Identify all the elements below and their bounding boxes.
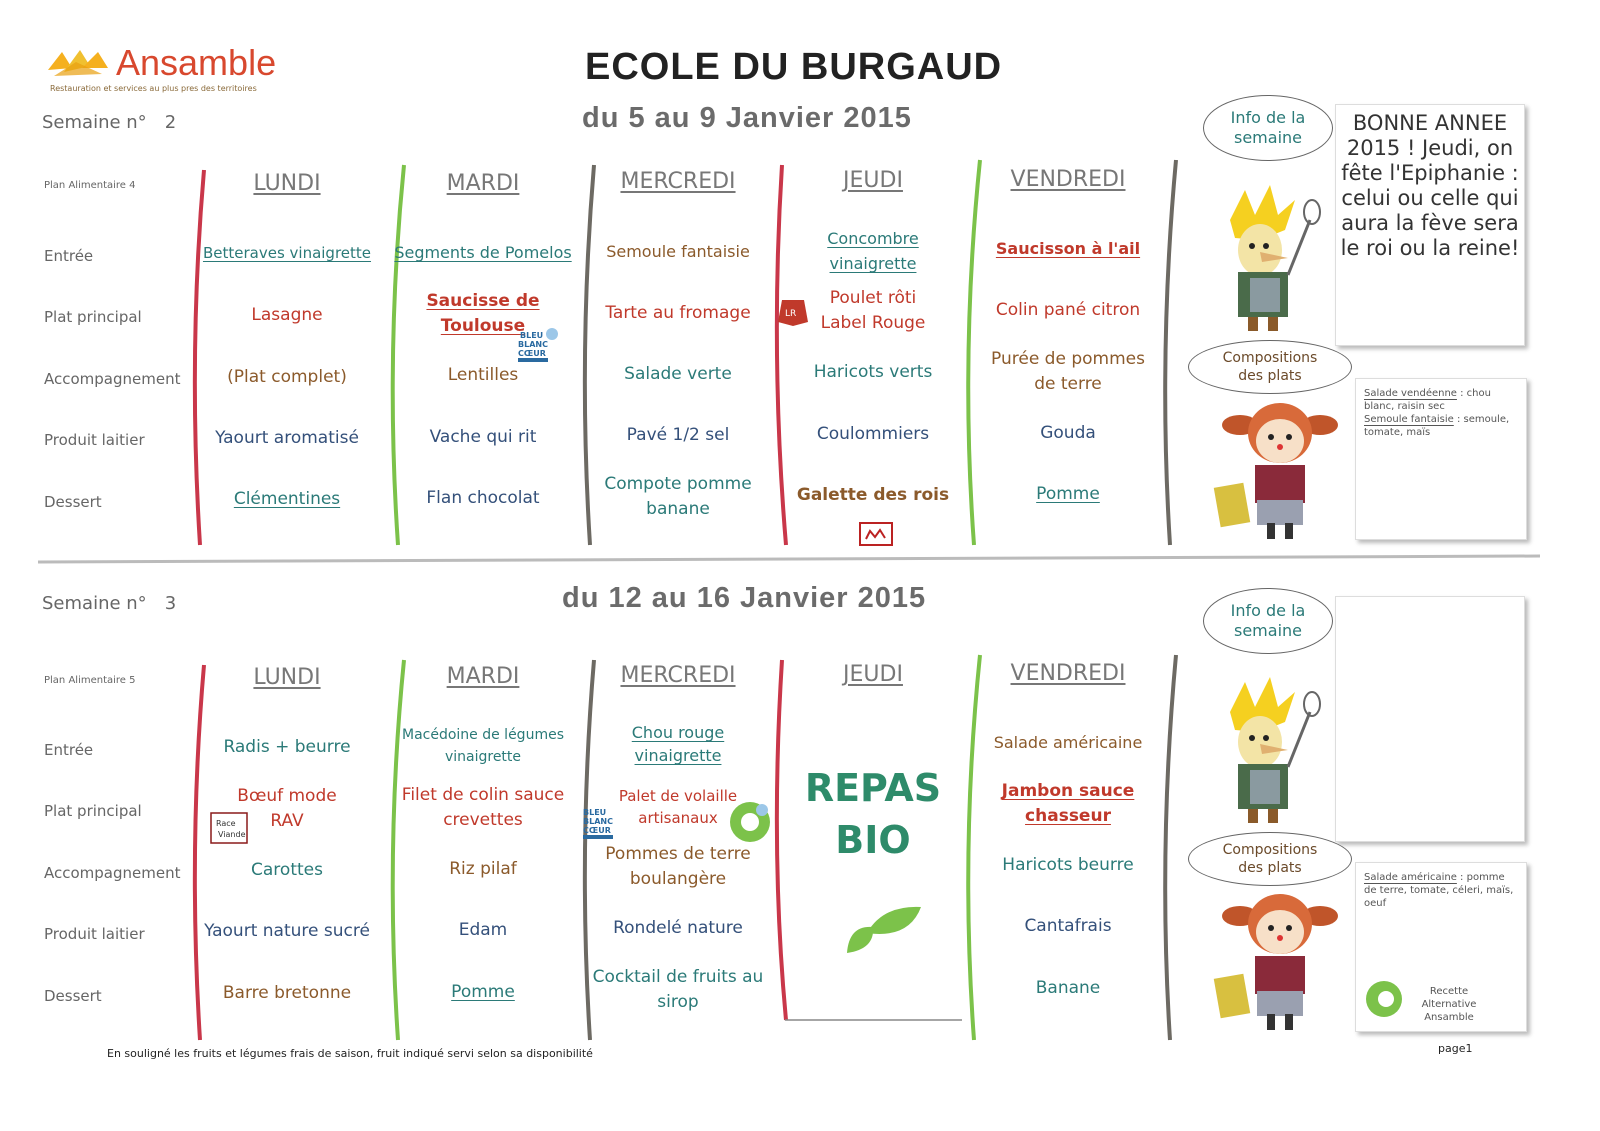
- menu-cell: Macédoine de légumes vinaigrette: [401, 727, 564, 765]
- day-jeudi: JEUDI: [843, 168, 903, 193]
- menu-cell: Saucisse de Toulouse: [426, 291, 540, 336]
- week2-semaine: [42, 593, 176, 614]
- menu-cell: Lasagne: [251, 305, 323, 325]
- day-mardi: MARDI: [446, 664, 520, 689]
- menu-cell: Clémentines: [233, 489, 341, 509]
- week2-dates: du 12 au 16 Janvier 2015: [562, 582, 927, 614]
- menu-cell: Carottes: [251, 860, 323, 880]
- menu-cell: Saucisson à l'ail: [995, 239, 1141, 258]
- menu-cell: Radis + beurre: [223, 737, 351, 757]
- compo-dish-text: : chou blanc, raisin sec: [1364, 388, 1491, 412]
- chef-character-illustration: [1200, 180, 1330, 335]
- row-label-laitier: Produit laitier: [44, 925, 145, 943]
- girl-character-illustration: [1205, 886, 1350, 1036]
- menu-cell: Yaourt nature sucré: [204, 921, 370, 941]
- repas-bio-line2: BIO: [835, 818, 911, 862]
- menu-cell: Betteraves vinaigrette: [202, 244, 372, 262]
- menu-cell: Riz pilaf: [449, 859, 517, 879]
- chef-character-illustration: [1200, 672, 1330, 827]
- info-bubble-label: Info de la semaine: [1230, 601, 1306, 640]
- compositions-card: [1355, 862, 1527, 1032]
- menu-cell: Rondelé nature: [613, 918, 743, 938]
- logo-name: Ansamble: [116, 42, 277, 83]
- recette-alternative-label: Recette Alternative Ansamble: [1421, 986, 1477, 1023]
- menu-cell: Pavé 1/2 sel: [626, 425, 730, 445]
- recette-alternative-icon: [1364, 979, 1404, 1019]
- bleu-blanc-coeur-badge: [516, 326, 560, 366]
- svg-text:CŒUR: CŒUR: [583, 826, 611, 835]
- day-lundi: LUNDI: [253, 171, 321, 196]
- bleu-blanc-coeur-badge: [581, 803, 623, 843]
- race-a-viande-badge: [210, 812, 248, 844]
- svg-text:LR: LR: [785, 309, 797, 319]
- menu-cell: Bœuf mode RAV: [237, 786, 337, 831]
- label-rouge-icon: [776, 296, 810, 328]
- row-label-plat: Plat principal: [44, 308, 142, 326]
- page-number: page1: [1438, 1042, 1473, 1055]
- week1-dates: du 5 au 9 Janvier 2015: [582, 102, 912, 134]
- svg-text:BLEU: BLEU: [583, 808, 607, 817]
- menu-cell: Salade américaine: [993, 733, 1143, 752]
- info-bubble: [1203, 588, 1333, 654]
- week2-plan: Plan Alimentaire 5: [44, 675, 136, 686]
- menu-cell: Colin pané citron: [995, 300, 1141, 320]
- row-label-entree: Entrée: [44, 247, 94, 265]
- menu-cell: Palet de volaille artisanaux: [618, 787, 738, 827]
- menu-cell: Pommes de terre boulangère: [605, 844, 751, 889]
- compositions-bubble: [1188, 832, 1352, 886]
- menu-cell: Haricots verts: [813, 362, 933, 382]
- menu-cell: Cantafrais: [1024, 916, 1112, 936]
- chef-icon: [1200, 672, 1330, 827]
- menu-cell: Jambon sauce chasseur: [1001, 781, 1135, 826]
- svg-text:BLANC: BLANC: [583, 817, 613, 826]
- row-label-laitier: Produit laitier: [44, 431, 145, 449]
- menu-cell: Edam: [458, 920, 508, 940]
- menu-cell: Galette des rois: [796, 485, 950, 505]
- girl-shopping-icon: [1205, 395, 1350, 545]
- menu-cell: Coulommiers: [816, 424, 930, 444]
- compo-dish-text: : pomme de terre, tomate, céleri, maïs, oeuf: [1364, 872, 1514, 909]
- compositions-bubble-label: Compositions des plats: [1222, 842, 1318, 876]
- row-label-dessert: Dessert: [44, 493, 102, 511]
- semaine-label: Semaine n°: [42, 112, 147, 133]
- compo-dish-name: Salade vendéenne: [1364, 388, 1457, 399]
- svg-text:CŒUR: CŒUR: [518, 349, 546, 358]
- week1-plan: Plan Alimentaire 4: [44, 180, 136, 191]
- logo-tagline: Restauration et services au plus pres des territoires: [50, 84, 257, 93]
- repas-bio-line1: REPAS: [804, 766, 942, 810]
- semaine-number: 2: [164, 112, 177, 133]
- compositions-card: [1355, 378, 1527, 540]
- svg-text:Viande: Viande: [218, 830, 246, 839]
- repas-bio-title: [778, 762, 968, 866]
- girl-shopping-icon: [1205, 886, 1350, 1036]
- recette-alternative-icon: [728, 800, 772, 844]
- row-label-accomp: Accompagnement: [44, 864, 181, 882]
- label-rouge-badge: [776, 296, 810, 328]
- compo-dish-text: : semoule, tomate, maïs: [1364, 414, 1510, 438]
- semaine-label: Semaine n°: [42, 593, 147, 614]
- menu-cell: Cocktail de fruits au sirop: [592, 967, 764, 1012]
- svg-text:Race: Race: [216, 819, 236, 828]
- menu-cell: Poulet rôti Label Rouge: [820, 288, 926, 333]
- row-label-plat: Plat principal: [44, 802, 142, 820]
- menu-cell: Concombre vinaigrette: [827, 229, 919, 273]
- menu-cell: Pomme: [1036, 484, 1100, 504]
- menu-cell: Banane: [1035, 978, 1101, 998]
- menu-cell: Yaourt aromatisé: [215, 428, 359, 448]
- semaine-number: 3: [164, 593, 177, 614]
- galette-crown-icon: [858, 521, 894, 547]
- menu-cell: Compote pomme banane: [604, 474, 752, 519]
- menu-cell: (Plat complet): [227, 367, 347, 387]
- menu-cell: Purée de pommes de terre: [991, 349, 1145, 394]
- menu-cell: Chou rouge vinaigrette: [631, 723, 725, 765]
- row-label-accomp: Accompagnement: [44, 370, 181, 388]
- day-lundi: LUNDI: [253, 665, 321, 690]
- girl-character-illustration: [1205, 395, 1350, 545]
- compo-dish-name: Semoule fantaisie: [1364, 414, 1454, 425]
- chef-icon: [1200, 180, 1330, 335]
- bleu-blanc-coeur-icon: [581, 803, 623, 843]
- menu-cell: Vache qui rit: [429, 427, 537, 447]
- row-label-entree: Entrée: [44, 741, 94, 759]
- menu-cell: Flan chocolat: [426, 488, 540, 508]
- menu-cell: Tarte au fromage: [605, 303, 751, 323]
- bio-leaf-icon: [843, 903, 923, 959]
- day-mercredi: MERCREDI: [620, 663, 736, 688]
- school-title: ECOLE DU BURGAUD: [585, 46, 1003, 88]
- menu-cell: Semoule fantaisie: [606, 242, 750, 261]
- info-card: [1335, 596, 1525, 842]
- day-jeudi: JEUDI: [843, 662, 903, 687]
- footer-note: En souligné les fruits et légumes frais de saison, fruit indiqué servi selon sa disponibilité: [107, 1047, 593, 1060]
- compo-dish-name: Salade américaine: [1364, 872, 1457, 883]
- menu-cell: Pomme: [451, 982, 515, 1002]
- day-vendredi: VENDREDI: [1010, 167, 1126, 192]
- menu-cell: Barre bretonne: [222, 983, 352, 1003]
- menu-cell: Filet de colin sauce crevettes: [401, 785, 565, 830]
- race-a-viande-icon: [210, 812, 248, 844]
- info-card: [1335, 104, 1525, 346]
- info-bubble-label: Info de la semaine: [1230, 108, 1306, 147]
- compositions-bubble: [1188, 340, 1352, 394]
- menu-cell: Lentilles: [447, 365, 519, 385]
- info-text: BONNE ANNEE 2015 ! Jeudi, on fête l'Epiphanie : celui ou celle qui aura la fève sera le roi ou la reine!: [1340, 111, 1520, 260]
- day-mardi: MARDI: [446, 171, 520, 196]
- row-label-dessert: Dessert: [44, 987, 102, 1005]
- day-vendredi: VENDREDI: [1010, 661, 1126, 686]
- svg-text:BLANC: BLANC: [518, 340, 548, 349]
- svg-text:BLEU: BLEU: [520, 331, 544, 340]
- info-bubble: [1203, 95, 1333, 161]
- menu-cell: Haricots beurre: [1002, 855, 1134, 875]
- menu-cell: Segments de Pomelos: [394, 243, 572, 262]
- day-mercredi: MERCREDI: [620, 169, 736, 194]
- compositions-bubble-label: Compositions des plats: [1222, 350, 1318, 384]
- menu-cell: Salade verte: [624, 364, 732, 384]
- bleu-blanc-coeur-icon: [516, 326, 560, 366]
- menu-cell: Gouda: [1040, 423, 1096, 443]
